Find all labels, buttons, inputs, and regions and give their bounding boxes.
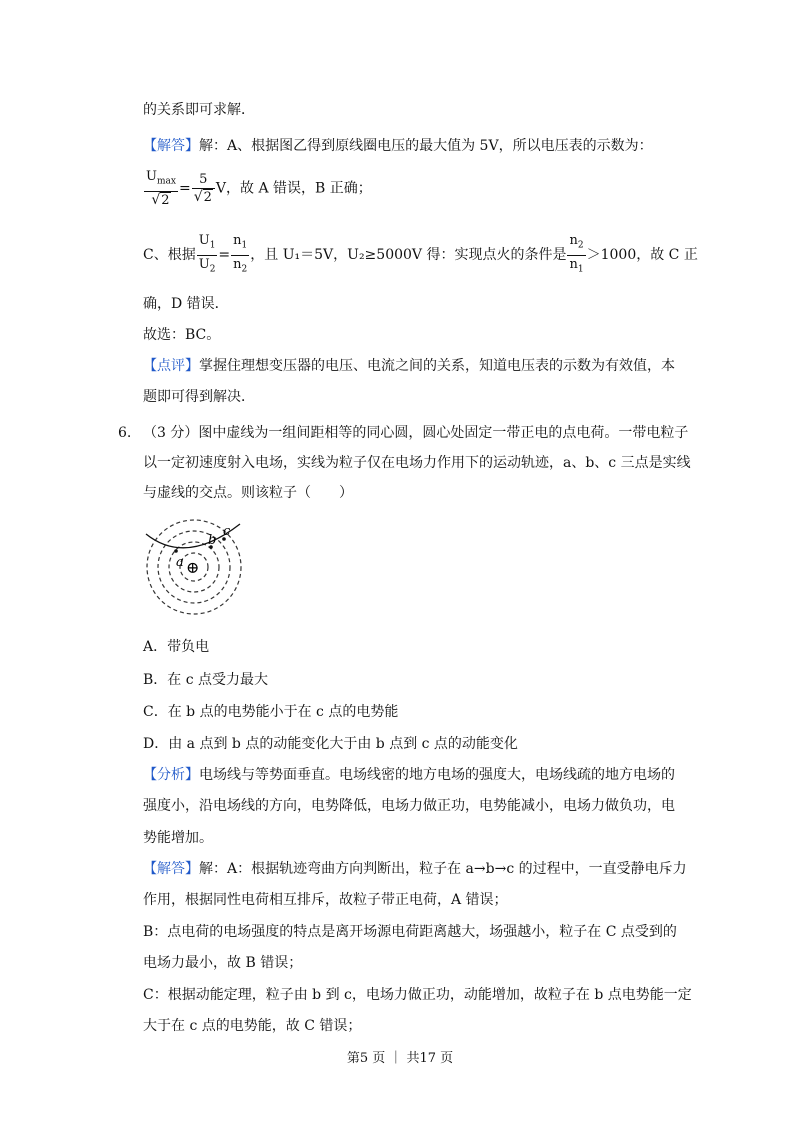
solution-text: 电场力最小，故 B 错误； [143,955,303,971]
fraction-5-sqrt2: $\frac{5}{√2}$ [192,171,215,206]
solution-tag: 【解答】 [143,861,199,877]
page-footer: 第5 页 ｜ 共17 页 [346,1051,454,1066]
text-line: 的关系即可求解． [143,102,255,118]
analysis-tag: 【分析】 [143,767,199,783]
question-text: 以一定初速度射入电场，实线为粒子仅在电场力作用下的运动轨迹，a、b、c 三点是实线 [143,455,691,471]
point-a [174,549,178,553]
analysis-text: 强度小，沿电场线的方向，电势降低，电场力做正功，电势能减小，电场力做负功，电 [143,798,675,814]
solution-text: 大于在 c 点的电势能，故 C 错误； [143,1018,362,1034]
text-line: 故选：BC。 [143,327,221,343]
equation-1: $\frac{U_{max}}{√2}$ = $\frac{5}{√2}$ V，故 A 错误，B 正确； [146,169,372,208]
label-b: b [208,533,217,548]
question-text: 与虚线的交点。则该粒子（ ） [143,485,353,501]
positive-charge-symbol: ⊕ [186,558,200,577]
analysis-line: 【分析】电场线与等势面垂直。电场线密的地方电场的强度大，电场线疏的地方电场的 [143,767,675,783]
label-c: c [223,524,231,539]
fraction-n2-n1: $\frac{n_2}{n_1}$ [569,233,584,275]
option-c: C．在 b 点的电势能小于在 c 点的电势能 [143,704,399,720]
analysis-text: 势能增加。 [143,830,213,846]
answer-text: 解：A、根据图乙得到原线圈电压的最大值为 5V，所以电压表的示数为： [199,138,653,154]
comment-line: 【点评】掌握住理想变压器的电压、电流之间的关系，知道电压表的示数为有效值，本 [143,358,675,374]
answer-line [143,136,653,156]
fraction-n1-n2: $\frac{n_1}{n_2}$ [233,233,248,275]
label-a: a [176,555,184,570]
option-b: B．在 c 点受力最大 [143,672,269,688]
option-a: A．带负电 [143,639,210,655]
question-number: 6. [118,425,132,441]
field-figure [138,512,248,622]
fraction-umax-sqrt2: $\frac{U_{max}}{√2}$ [146,169,176,208]
option-d: D．由 a 点到 b 点的动能变化大于由 b 点到 c 点的动能变化 [143,736,518,752]
solution-text: B：点电荷的电场强度的特点是离开场源电荷距离越大，场强越小，粒子在 C 点受到的 [143,924,677,940]
question-text: （3 分）图中虚线为一组间距相等的同心圆，圆心处固定一带正电的点电荷。一带电粒子 [143,425,689,441]
solution-text: 作用，根据同性电荷相互排斥，故粒子带正电荷，A 错误； [143,892,508,908]
comment-tag: 【点评】 [143,358,199,374]
solution-line: 【解答】解：A：根据轨迹弯曲方向判断出，粒子在 a→b→c 的过程中，一直受静电斥力 [143,861,687,877]
text-line: 确，D 错误． [143,296,229,312]
text-line: 题即可得到解决． [143,389,255,405]
answer-tag: 【解答】 [143,138,199,154]
equation-2: C、根据 $\frac{U_1}{U_2}$ = $\frac{n_1}{n_2}$ ，且 U₁＝5V，U₂≥5000V 得：实现点火的条件是 $\frac{n_2}{n_1}$ ＞1000，故 C 正 [143,232,698,276]
fraction-u1-u2: $\frac{U_1}{U_2}$ [198,233,216,275]
solution-text: C：根据动能定理，粒子由 b 到 c，电场力做正功，动能增加，故粒子在 b 点电势能一定 [143,987,692,1003]
